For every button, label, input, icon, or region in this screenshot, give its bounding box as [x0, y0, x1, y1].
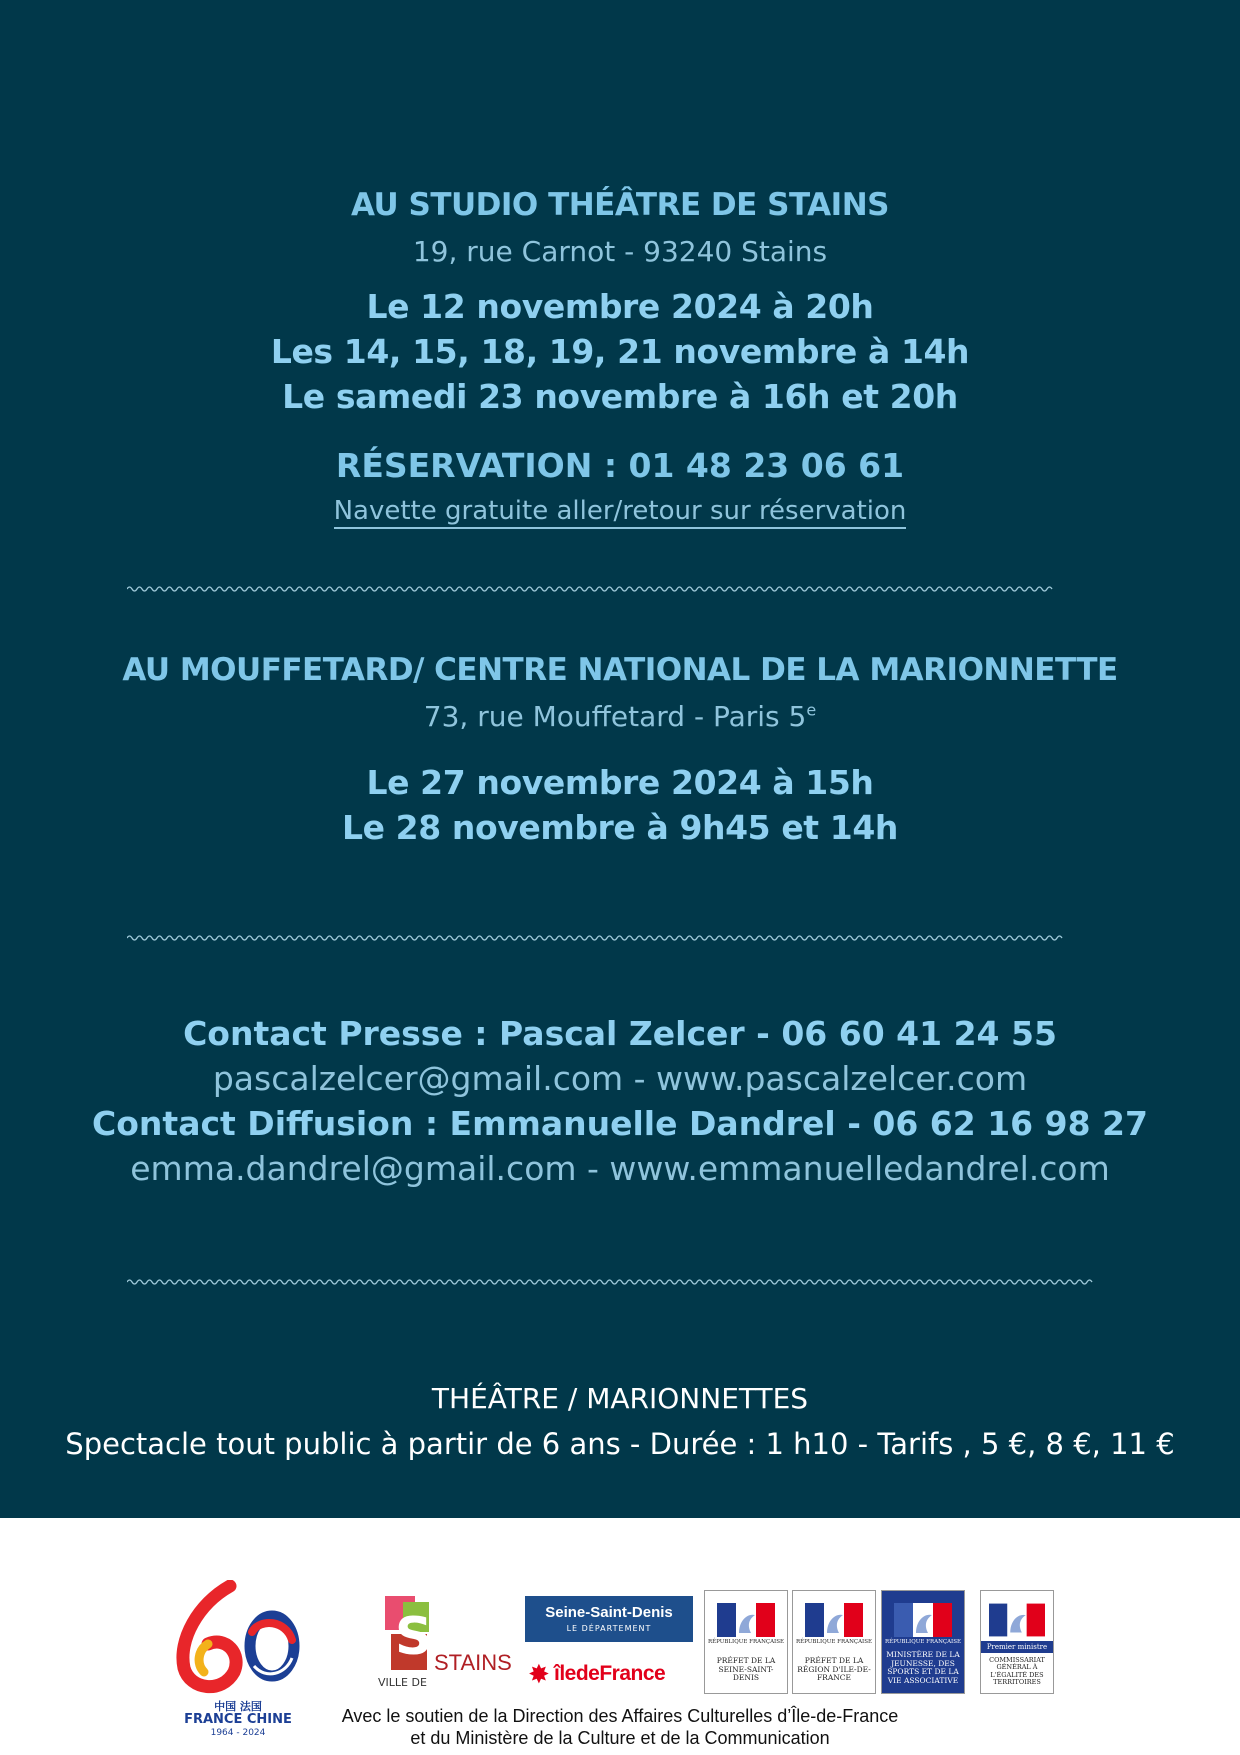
prefet-ssd-logo — [704, 1590, 788, 1694]
venue1-date-2: Les 14, 15, 18, 19, 21 novembre à 14h — [270, 332, 970, 371]
wave-divider-2 — [127, 932, 1114, 944]
support-line-2: et du Ministère de la Culture et de la Communication — [410, 1728, 830, 1748]
marianne-flag-icon — [717, 1603, 775, 1637]
ssd-sub: LE DÉPARTEMENT — [566, 1624, 652, 1633]
venue1-date-3: Le samedi 23 novembre à 16h et 20h — [282, 377, 958, 416]
ville-de-stains-logo — [378, 1594, 513, 1694]
press-contact: Contact Presse : Pascal Zelcer - 06 60 41 24 55 — [183, 1014, 1057, 1053]
venue2-title: AU MOUFFETARD/ CENTRE NATIONAL DE LA MARIONNETTE — [122, 652, 1118, 688]
prefet-idf-rf: RÉPUBLIQUE FRANÇAISE — [795, 1639, 873, 1645]
ministere-rf: RÉPUBLIQUE FRANÇAISE — [884, 1639, 962, 1645]
venue2-date-2: Le 28 novembre à 9h45 et 14h — [341, 808, 898, 847]
svg-text:S: S — [395, 1607, 433, 1667]
show-genre: THÉÂTRE / MARIONNETTES — [431, 1382, 809, 1415]
prefet-idf-text: PRÉFET DE LA RÉGION D'ILE-DE-FRANCE — [797, 1656, 871, 1683]
france-chine-name: FRANCE CHINE — [184, 1712, 292, 1727]
diffusion-contact: Contact Diffusion : Emmanuelle Dandrel - 06 62 16 98 27 — [92, 1104, 1148, 1143]
ministere-jeunesse-logo — [881, 1590, 965, 1694]
marianne-flag-icon — [805, 1603, 863, 1637]
prefet-idf-logo — [792, 1590, 876, 1694]
venue2-address-text: 73, rue Mouffetard - Paris 5 — [423, 700, 807, 733]
commissariat-text: COMMISSARIAT GÉNÉRAL À L'ÉGALITÉ DES TERRITOIRES — [989, 1656, 1045, 1687]
prefet-ssd-text: PRÉFET DE LA SEINE-SAINT-DENIS — [716, 1656, 776, 1683]
prefet-ssd-rf: RÉPUBLIQUE FRANÇAISE — [707, 1639, 785, 1645]
reservation-phone: RÉSERVATION : 01 48 23 06 61 — [335, 446, 905, 485]
premier-ministre-logo — [980, 1590, 1054, 1694]
shuttle-note[interactable] — [0, 497, 1240, 527]
venue1-address: 19, rue Carnot - 93240 Stains — [412, 235, 828, 268]
ministere-text: MINISTÈRE DE LA JEUNESSE, DES SPORTS ET DE LA VIE ASSOCIATIVE — [886, 1650, 960, 1685]
support-line-1: Avec le soutien de la Direction des Affaires Culturelles d’Île-de-France — [341, 1706, 899, 1726]
idf-star-icon: ✸ — [528, 1660, 550, 1690]
stains-name: STAINS — [434, 1650, 512, 1675]
stains-prefix: VILLE DE — [378, 1676, 427, 1689]
show-info: Spectacle tout public à partir de 6 ans - Durée : 1 h10 - Tarifs , 5 €, 8 €, 11 € — [65, 1427, 1175, 1461]
wave-divider-3 — [127, 1276, 1114, 1288]
idf-name: îledeFrance — [554, 1662, 666, 1685]
venue1-title: AU STUDIO THÉÂTRE DE STAINS — [351, 187, 889, 223]
venue2-address — [0, 701, 1240, 733]
france-chine-years: 1964 - 2024 — [210, 1728, 266, 1738]
ssd-name: Seine-Saint-Denis — [545, 1604, 673, 1621]
ile-de-france-logo — [528, 1660, 698, 1690]
wave-divider-1 — [127, 583, 1114, 595]
seine-saint-denis-logo — [525, 1596, 693, 1642]
venue2-date-1: Le 27 novembre 2024 à 15h — [366, 763, 874, 802]
sixty-emblem-icon — [168, 1580, 308, 1698]
shuttle-link[interactable]: Navette gratuite aller/retour sur réservation — [334, 496, 907, 529]
marianne-flag-icon — [989, 1603, 1045, 1637]
venue2-address-sup: e — [806, 700, 817, 720]
france-chine-chinese: 中国 法国 — [214, 1700, 262, 1713]
press-contact-web[interactable]: pascalzelcer@gmail.com - www.pascalzelcer.com — [212, 1059, 1028, 1098]
diffusion-contact-web[interactable]: emma.dandrel@gmail.com - www.emmanuelledandrel.com — [130, 1149, 1110, 1188]
premier-ministre-label: Premier ministre — [981, 1641, 1053, 1653]
marianne-flag-icon — [894, 1603, 952, 1637]
venue1-date-1: Le 12 novembre 2024 à 20h — [366, 287, 874, 326]
